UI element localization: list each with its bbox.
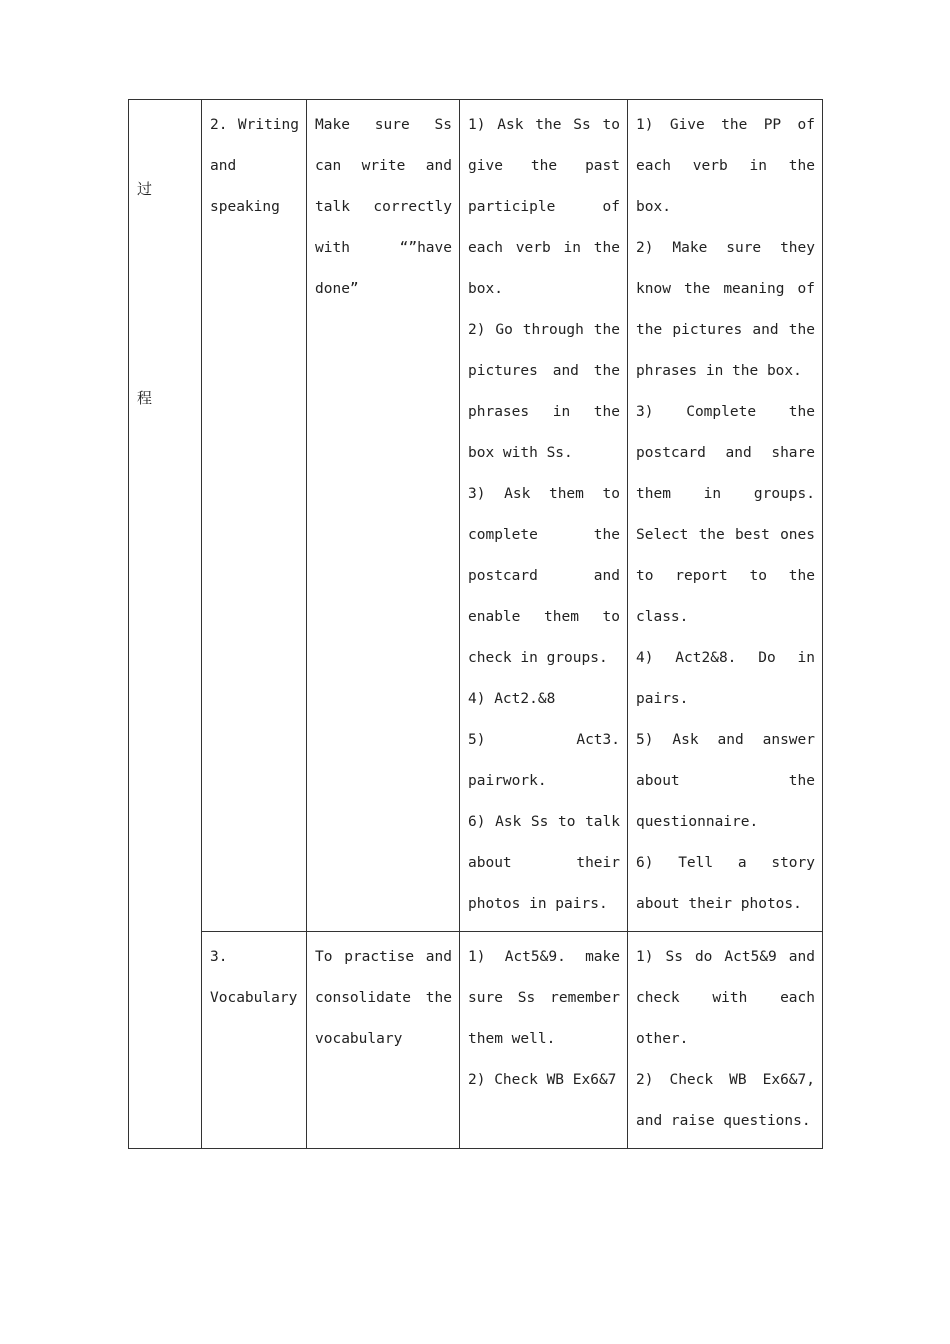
student-activity-cell [628, 100, 823, 932]
list-item: 2) Check WB Ex6&7, and raise questions. [636, 1072, 815, 1129]
aim-cell: Make sure Ss can write and talk correctly with “”have done” [307, 100, 460, 932]
stage-label-char: 过 [137, 180, 153, 198]
teacher-activity-cell [460, 932, 628, 1149]
stage-cell [129, 100, 202, 1149]
table-row [129, 100, 823, 932]
list-item: 6) Ask Ss to talk about their photos in pairs. [468, 814, 620, 912]
list-item: 2) Go through the pictures and the phrases in the box with Ss. [468, 322, 620, 461]
list-item: 1) Ss do Act5&9 and check with each other. [636, 949, 815, 1047]
list-item: 4) Act2.&8 [468, 691, 556, 707]
list-item: 1) Give the PP of each verb in the box. [636, 117, 815, 215]
table-row [129, 932, 823, 1149]
list-item: 1) Ask the Ss to give the past participle of each verb in the box. [468, 117, 620, 297]
step-cell: 2. Writing and speaking [202, 100, 307, 932]
list-item: 1) Act5&9. make sure Ss remember them well. [468, 949, 620, 1047]
list-item: 3) Complete the postcard and share them in groups. Select the best ones to report to the class. [636, 404, 815, 625]
teacher-activity-cell [460, 100, 628, 932]
step-cell: 3. Vocabulary [202, 932, 307, 1149]
list-item: 2) Make sure they know the meaning of the pictures and the phrases in the box. [636, 240, 815, 379]
aim-cell: To practise and consolidate the vocabulary [307, 932, 460, 1149]
list-item: 5) Ask and answer about the questionnaire. [636, 732, 815, 830]
list-item: 2) Check WB Ex6&7 [468, 1072, 617, 1088]
student-activity-cell [628, 932, 823, 1149]
list-item: 6) Tell a story about their photos. [636, 855, 815, 912]
lesson-plan-table [128, 99, 823, 1149]
stage-label-char: 程 [137, 389, 153, 407]
list-item: 3) Ask them to complete the postcard and enable them to check in groups. [468, 486, 620, 666]
list-item: 4) Act2&8. Do in pairs. [636, 650, 815, 707]
list-item: 5) Act3. pairwork. [468, 732, 620, 789]
